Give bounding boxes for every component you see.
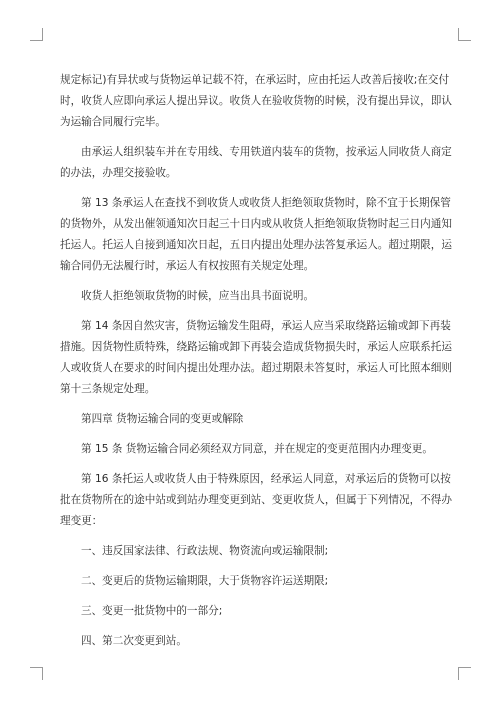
crop-mark-bottom-right	[458, 667, 471, 680]
text-line: 第 16 条托运人或收货人由于特殊原因，经承运人同意，对承运后的货物可以按	[81, 473, 451, 485]
text-line: 第十三条规定处理。	[60, 383, 156, 395]
crop-mark-top-right	[458, 28, 471, 41]
list-item: 四、第二次变更到站。	[81, 635, 187, 647]
crop-mark-bottom-left	[30, 667, 43, 680]
text-line: 托运人。托运人自接到通知次日起，五日内提出处理办法答复承运人。超过期限，运	[60, 239, 452, 251]
crop-mark-top-left	[30, 28, 43, 41]
text-line: 措施。因货物性质特殊，绕路运输或卸下再装会造成货物损失时，承运人应联系托运	[60, 341, 452, 353]
text-line: 规定标记)有异状或与货物运单记载不符，在承运时，应由托运人改善后接收;在交付	[60, 74, 450, 86]
text-line: 的办法，办理交接验收。	[60, 167, 177, 179]
text-line: 的货物外，从发出催领通知次日起三十日内或从收货人拒绝领取货物时起三日内通知	[60, 218, 452, 230]
text-line: 第 15 条 货物运输合同必须经双方同意，并在规定的变更范围内办理变更。	[81, 443, 433, 455]
text-line: 人或收货人在要求的时间内提出处理办法。超过期限未答复时，承运人可比照本细则	[60, 362, 452, 374]
text-line: 输合同仍无法履行时，承运人有权按照有关规定处理。	[60, 260, 315, 272]
text-line: 收货人拒绝领取货物的时候，应当出具书面说明。	[81, 290, 315, 302]
text-line: 批在货物所在的途中站或到站办理变更到站、变更收货人，但属于下列情况，不得办	[60, 494, 452, 506]
text-line: 理变更：	[60, 515, 103, 527]
list-item: 一、违反国家法律、行政法规、物资流向或运输限制;	[81, 545, 329, 557]
text-line: 第 14 条因自然灾害，货物运输发生阻碍，承运人应当采取绕路运输或卸下再装	[81, 320, 451, 332]
text-line: 为运输合同履行完毕。	[60, 116, 166, 128]
text-line: 时，收货人应即向承运人提出异议。收货人在验收货物的时候，没有提出异议，即认	[60, 95, 452, 107]
text-line: 由承运人组织装车并在专用线、专用铁道内装车的货物，按承运人同收货人商定	[81, 146, 452, 158]
text-line: 第 13 条承运人在查找不到收货人或收货人拒绝领取货物时，除不宜于长期保管	[81, 197, 451, 209]
list-item: 二、变更后的货物运输期限，大于货物容许运送期限;	[81, 575, 329, 587]
list-item: 三、变更一批货物中的一部分;	[81, 605, 223, 617]
document-body	[60, 70, 452, 652]
chapter-heading: 第四章 货物运输合同的变更或解除	[81, 413, 244, 425]
